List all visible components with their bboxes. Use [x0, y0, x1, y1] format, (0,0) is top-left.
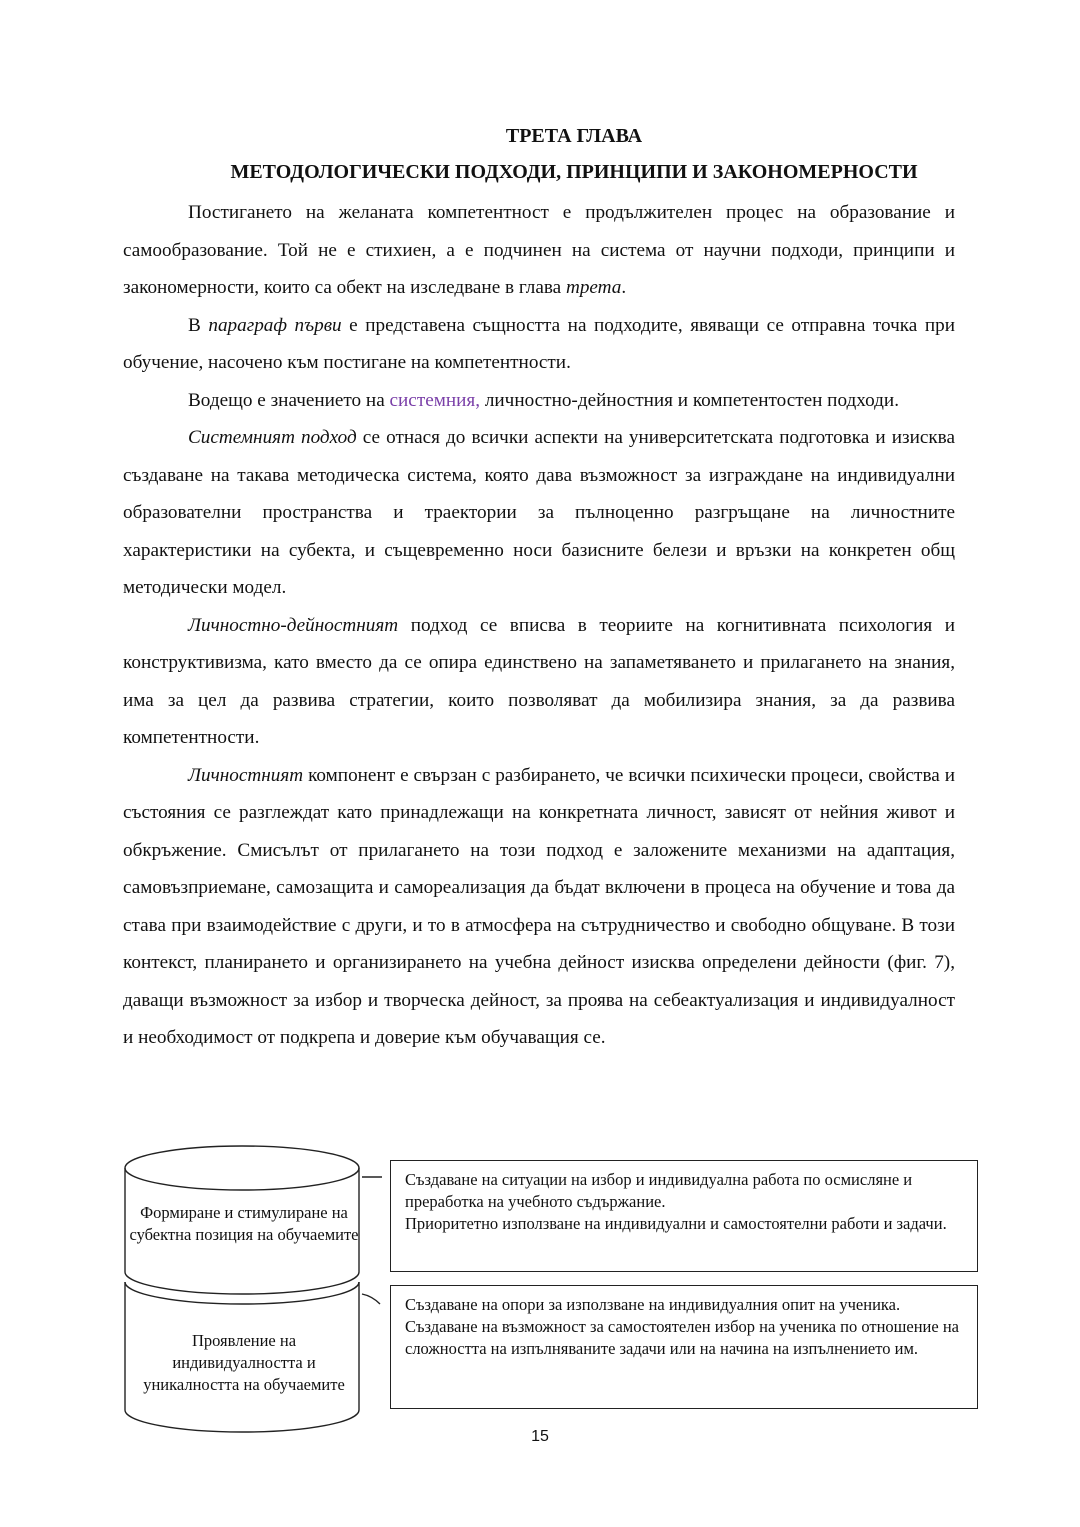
chapter-title: ТРЕТА ГЛАВА — [505, 125, 643, 147]
paragraph-5 — [123, 607, 955, 757]
box-1-line-2: Приоритетно използване на индивидуални и самостоятелни работи и задачи. — [405, 1214, 947, 1233]
emphasis: Системният подход — [188, 427, 357, 448]
text-span: . — [621, 277, 627, 298]
diagram-box-1 — [390, 1160, 978, 1272]
paragraph-2 — [123, 307, 955, 382]
connector-bottom — [362, 1294, 380, 1304]
text-span: В — [188, 314, 209, 336]
text-span: е представена същността на подходите, явяващи се отправна точка при обучение, насочено към постигане на компетентности. — [123, 314, 955, 373]
page-number: 15 — [531, 1428, 549, 1445]
paragraph-3 — [123, 382, 955, 420]
paragraph-4 — [123, 419, 955, 607]
paragraph-6 — [123, 757, 955, 1057]
emphasis: Личностно-дейностният — [188, 614, 399, 636]
body-text — [123, 194, 955, 1057]
emphasis: параграф първи — [208, 314, 342, 336]
chapter-subtitle: МЕТОДОЛОГИЧЕСКИ ПОДХОДИ, ПРИНЦИПИ И ЗАКОНОМЕРНОСТИ — [230, 161, 918, 183]
text-span: компонент е свързан с разбирането, че всички психически процеси, свойства и състояния се разглеждат като принадлежащи на конкретната личност, зависят от нейния живот и обкръжение. Смисълът от прилагането на този подход е заложените механизми на адаптация, самовъзприемане, самозащита и самореализация да бъдат включени в процеса на обучение и това да става при взаимодействие с други, и то в атмосфера на сътрудничество и свободно общуване. В този контекст, планирането и организирането на учебна дейност изисква определени дейности (фиг. 7), даващи възможност за избор и творческа дейност, за проява на себеактуализация и индивидуалност и необходимост от подкрепа и доверие към обучаващия се. — [123, 764, 955, 1048]
text-span: Постигането на желаната компетентност е продължителен процес на образование и самообразование. Той не е стихиен, а е подчинен на система от научни подходи, принципи и закономерности, които са обект на изследване в глава — [123, 202, 955, 298]
text-span: Водещо е значението на — [188, 389, 390, 411]
box-2-line-2: Създаване на възможност за самостоятелен избор на ученика по отношение на сложността на изпълняваните задачи или на начина на изпълнението им. — [405, 1317, 959, 1358]
text-span: подход се вписва в теориите на когнитивната психология и конструктивизма, като вместо да се опира единствено на запаметяването и прилагането на знания, има за цел да развива стратегии, които позволяват да мобилизира знания, за да развива компетентности. — [123, 614, 955, 748]
cylinder-bottom-cap — [125, 1282, 359, 1304]
emphasis: Личностният — [188, 764, 304, 786]
emphasis: трета — [565, 277, 622, 298]
box-1-line-1: Създаване на ситуации на избор и индивидуална работа по осмисляне и преработка на учебното съдържание. — [405, 1170, 913, 1211]
diagram-box-2 — [390, 1285, 978, 1409]
cylinder-top-label: Формиране и стимулиране на субектна позиция на обучаемите — [129, 1203, 359, 1244]
text-span: личностно-дейностния и компетентостен подходи. — [480, 389, 899, 411]
box-2-line-1: Създаване на опори за използване на индивидуалния опит на ученика. — [405, 1295, 901, 1314]
highlighted-term: системния, — [389, 389, 481, 411]
cylinder-top-cap — [125, 1146, 359, 1190]
cylinder-bottom-label: Проявление на индивидуалността и уникалността на обучаемите — [143, 1331, 345, 1394]
paragraph-1 — [123, 194, 955, 307]
text-span: се отнася до всички аспекти на университетската подготовка и изисква създаване на такава методическа система, която дава възможност за изграждане на индивидуални образователни пространства и траектории за пълноценно разгръщане на личностните характеристики на субекта, и същевременно носи базисните белези и връзки на конкретен общ методически модел. — [123, 427, 955, 598]
